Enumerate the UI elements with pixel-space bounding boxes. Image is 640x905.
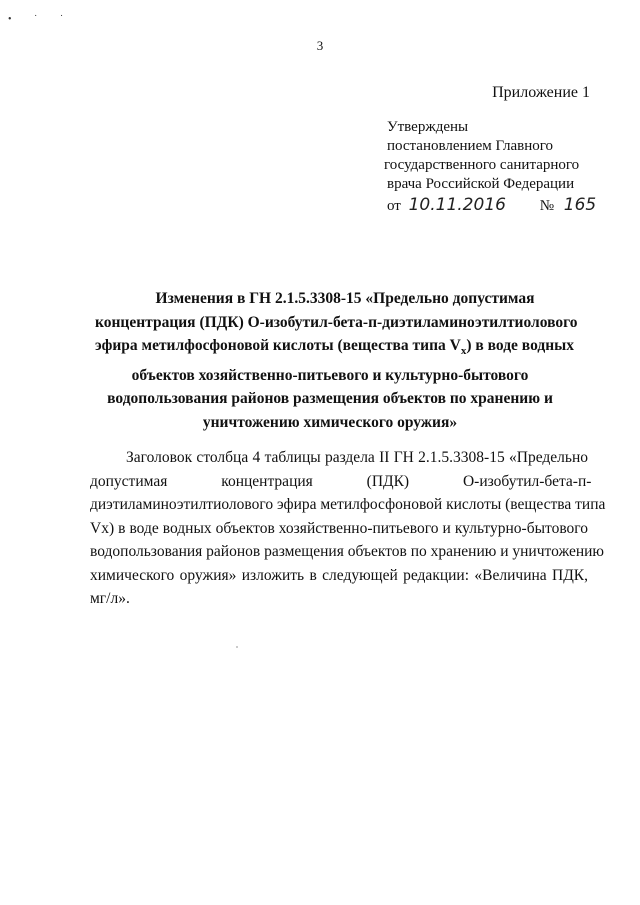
handwritten-date: 10.11.2016 bbox=[408, 195, 506, 215]
approval-line: постановлением Главного bbox=[387, 138, 554, 154]
approval-line: Утверждены bbox=[387, 119, 469, 135]
body-paragraph bbox=[90, 446, 606, 611]
approval-line: государственного санитарного bbox=[384, 157, 580, 173]
scan-specks: • ˙ ˙ bbox=[8, 14, 74, 25]
number-label: № bbox=[539, 198, 555, 214]
title-line: водопользования районов размещения объектов по хранению и bbox=[107, 390, 553, 408]
body-line: Vx) в воде водных объектов хозяйственно-питьевого и культурно-бытового bbox=[90, 519, 588, 537]
title-line: Изменения в ГН 2.1.5.3308-15 «Предельно допустимая bbox=[155, 290, 535, 307]
approval-line: врача Российской Федерации bbox=[387, 176, 575, 192]
title-line-3-text: эфира метилфосфоновой кислоты (вещества типа V bbox=[95, 337, 461, 354]
body-line: Заголовок столбца 4 таблицы раздела II ГН 2.1.5.3308-15 «Предельно bbox=[126, 449, 588, 466]
handwritten-number: 165 bbox=[563, 195, 597, 215]
body-line: химического оружия» изложить в следующей редакции: «Величина ПДК, bbox=[90, 566, 588, 584]
approval-date-row bbox=[387, 196, 596, 216]
body-line: мг/л». bbox=[90, 590, 130, 607]
body-line: водопользования районов размещения объектов по хранению и уничтожению bbox=[90, 543, 605, 560]
title-line-3 bbox=[95, 334, 574, 364]
page-number: 3 bbox=[316, 38, 324, 53]
title-line: концентрация (ПДК) О-изобутил-бета-п-диэтиламиноэтилтиолового bbox=[95, 313, 578, 331]
title-subscript: x bbox=[460, 345, 467, 358]
scan-speck bbox=[236, 646, 238, 648]
title-line: объектов хозяйственно-питьевого и культурно-бытового bbox=[131, 366, 529, 384]
body-line: диэтиламиноэтилтиолового эфира метилфосфоновой кислоты (вещества типа bbox=[90, 496, 606, 513]
title-line-3-tail: ) в воде водных bbox=[466, 337, 574, 354]
document-title bbox=[95, 287, 578, 434]
approval-block bbox=[384, 118, 597, 216]
body-line: допустимая концентрация (ПДК) О-изобутил-бета-п- bbox=[90, 472, 592, 490]
from-label: от bbox=[387, 198, 401, 214]
title-line: уничтожению химического оружия» bbox=[202, 413, 458, 431]
appendix-label: Приложение 1 bbox=[492, 84, 590, 101]
